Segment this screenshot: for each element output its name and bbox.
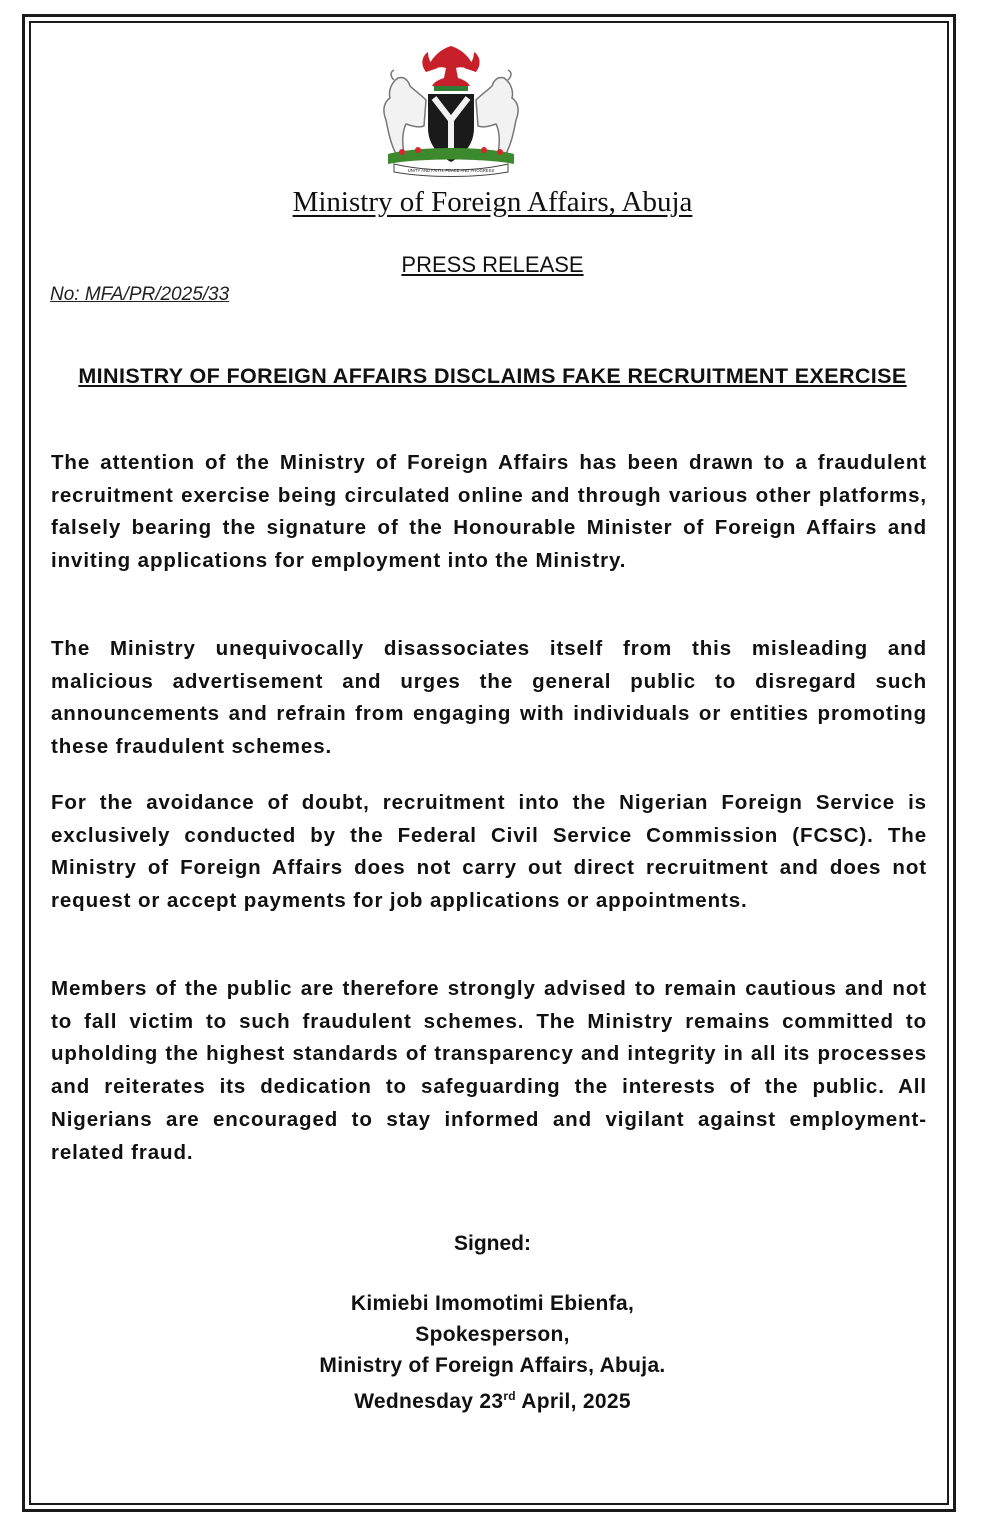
signature-block [0,1288,985,1417]
signed-label: Signed: [454,1232,531,1255]
body-paragraph: For the avoidance of doubt, recruitment into the Nigerian Foreign Service is exclusively conducted by the Federal Civil Service Commission (FCSC). The Ministry of Foreign Affairs does not carry out direct recruitment and does not request or accept payments for job applications or appointments. [51,791,927,913]
release-date: Wednesday 23rd April, 2025 [354,1389,631,1413]
signatory-office: Ministry of Foreign Affairs, Abuja. [319,1354,666,1377]
signatory-title: Spokesperson, [415,1323,570,1346]
body-paragraph: The attention of the Ministry of Foreign Affairs has been drawn to a fraudulent recruitment exercise being circulated online and through various other platforms, falsely bearing the signature of the Honourable Minister of Foreign Affairs and inviting applications for employment into the Ministry. [51,451,927,573]
press-release-label: PRESS RELEASE [401,252,584,277]
headline: MINISTRY OF FOREIGN AFFAIRS DISCLAIMS FAKE RECRUITMENT EXERCISE [78,364,907,388]
body-paragraph: The Ministry unequivocally disassociates itself from this misleading and malicious advertisement and urges the general public to disregard such announcements and refrain from engaging with individuals or entities promoting these fraudulent schemes. [51,637,927,759]
reference-number: No: MFA/PR/2025/33 [50,284,230,305]
motto-text: UNITY AND FAITH, PEACE AND PROGRESS [407,168,495,173]
horse-icon-left [384,70,426,154]
eagle-icon [422,46,479,86]
coat-of-arms-emblem [368,38,534,178]
organization-heading: Ministry of Foreign Affairs, Abuja [292,186,693,218]
body-paragraph: Members of the public are therefore strongly advised to remain cautious and not to fall victim to such fraudulent schemes. The Ministry remains committed to upholding the highest standards of transparency and integrity in all its processes and reiterates its dedication to safeguarding the interests of the public. All Nigerians are encouraged to stay informed and vigilant against employment-related fraud. [51,977,927,1164]
signatory-name: Kimiebi Imomotimi Ebienfa, [350,1292,635,1315]
horse-icon-right [476,70,518,154]
